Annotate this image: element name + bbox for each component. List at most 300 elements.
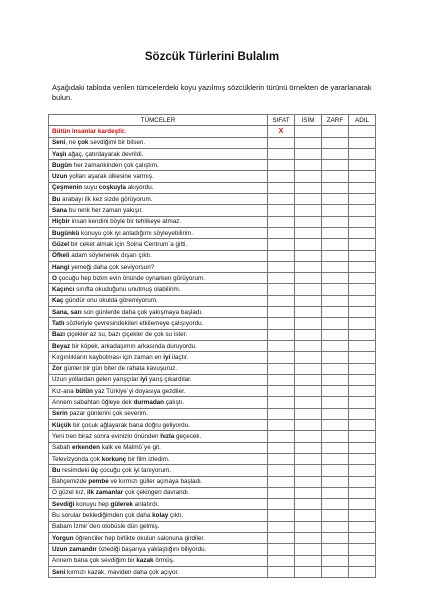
pronoun-answer-cell[interactable]: [349, 227, 376, 238]
example-adjective-cell: [268, 126, 295, 137]
adverb-answer-cell[interactable]: [322, 453, 349, 464]
sentence-cell: [49, 499, 268, 510]
adverb-answer-cell[interactable]: [322, 431, 349, 442]
table-row: [49, 137, 376, 148]
noun-answer-cell[interactable]: [295, 544, 322, 555]
target-word: Bu: [52, 195, 61, 203]
sentence-text: çiçekler az su, bazı çiçekler de çok su ister.: [64, 331, 188, 339]
pronoun-answer-cell[interactable]: [349, 487, 376, 498]
example-noun-cell: [295, 126, 322, 137]
adjective-answer-cell[interactable]: [268, 307, 295, 318]
sentence-cell: [49, 420, 268, 431]
sentence-cell: [49, 182, 268, 193]
sentence-text: yemeği daha çok seviyorsun?: [69, 263, 155, 271]
adjective-answer-cell[interactable]: [268, 476, 295, 487]
adjective-answer-cell[interactable]: [268, 510, 295, 521]
sentence-text: çok çekingen davrandı.: [123, 489, 190, 497]
sentence-cell: [49, 137, 268, 148]
sentence-cell: [49, 160, 268, 171]
target-word: ilk zamanlar: [87, 489, 124, 497]
adjective-answer-cell[interactable]: [268, 363, 295, 374]
target-word: Tatlı: [52, 319, 65, 327]
pronoun-answer-cell[interactable]: [349, 194, 376, 205]
noun-answer-cell[interactable]: [295, 555, 322, 566]
adjective-answer-cell[interactable]: [268, 284, 295, 295]
table-row: [49, 532, 376, 543]
adverb-answer-cell[interactable]: [322, 137, 349, 148]
adverb-answer-cell[interactable]: [322, 160, 349, 171]
pronoun-answer-cell[interactable]: [349, 284, 376, 295]
pronoun-answer-cell[interactable]: [349, 521, 376, 532]
table-row: [49, 476, 376, 487]
pronoun-answer-cell[interactable]: [349, 363, 376, 374]
noun-answer-cell[interactable]: [295, 295, 322, 306]
pronoun-answer-cell[interactable]: [349, 386, 376, 397]
sentence-cell: [49, 453, 268, 464]
sentence-text: kırmızı kazak, maviden daha çok açıyor.: [65, 568, 180, 576]
pronoun-answer-cell[interactable]: [349, 171, 376, 182]
sentence-text: Annem bana çok sevdiğim bir: [52, 557, 137, 565]
pronoun-answer-cell[interactable]: [349, 329, 376, 340]
noun-answer-cell[interactable]: [295, 137, 322, 148]
noun-answer-cell[interactable]: [295, 566, 322, 577]
target-word: Güzel: [52, 240, 70, 248]
sentence-cell: [49, 318, 268, 329]
adjective-answer-cell[interactable]: [268, 555, 295, 566]
noun-answer-cell[interactable]: [295, 487, 322, 498]
adverb-answer-cell[interactable]: [322, 171, 349, 182]
pronoun-answer-cell[interactable]: [349, 374, 376, 385]
table-row: [49, 295, 376, 306]
sentence-text: bir çocuk ağlayarak bana doğru geliyordu.: [71, 421, 190, 429]
noun-answer-cell[interactable]: [295, 284, 322, 295]
table-row: [49, 216, 376, 227]
target-word: kazak: [136, 557, 154, 565]
table-row: [49, 453, 376, 464]
target-word: Sevdiği: [52, 500, 75, 508]
table-row: [49, 284, 376, 295]
adverb-answer-cell[interactable]: [322, 420, 349, 431]
target-word: O: [52, 274, 57, 282]
table-row: [49, 386, 376, 397]
adverb-answer-cell[interactable]: [322, 510, 349, 521]
sentence-cell: [49, 148, 268, 159]
table-row: [49, 329, 376, 340]
noun-answer-cell[interactable]: [295, 420, 322, 431]
noun-answer-cell[interactable]: [295, 318, 322, 329]
table-row: [49, 171, 376, 182]
sentence-cell: [49, 374, 268, 385]
adjective-answer-cell[interactable]: [268, 273, 295, 284]
adverb-answer-cell[interactable]: [322, 329, 349, 340]
pronoun-answer-cell[interactable]: [349, 352, 376, 363]
sentence-text: bir köpek, arkadaşımın arkasında duruyordu.: [70, 342, 197, 350]
adverb-answer-cell[interactable]: [322, 307, 349, 318]
sentence-text: anlatırdı.: [132, 500, 160, 508]
noun-answer-cell[interactable]: [295, 194, 322, 205]
adjective-answer-cell[interactable]: [268, 239, 295, 250]
adjective-answer-cell[interactable]: [268, 205, 295, 216]
sentence-text: ve kırmızı güller açmaya başladı.: [108, 478, 203, 486]
sentence-text: insan kendini böyle bir tehlikeye atmaz.: [69, 218, 182, 226]
adverb-answer-cell[interactable]: [322, 566, 349, 577]
sentence-cell: [49, 194, 268, 205]
adverb-answer-cell[interactable]: [322, 194, 349, 205]
noun-answer-cell[interactable]: [295, 216, 322, 227]
target-word: çok: [77, 139, 89, 147]
header-pronoun: ADIL: [349, 115, 376, 126]
adjective-answer-cell[interactable]: [268, 216, 295, 227]
sentence-cell: [49, 521, 268, 532]
adverb-answer-cell[interactable]: [322, 318, 349, 329]
target-word: üç: [90, 466, 99, 474]
sentence-text: Televizyonda çok: [52, 455, 102, 463]
table-row: [49, 465, 376, 476]
noun-answer-cell[interactable]: [295, 442, 322, 453]
pronoun-answer-cell[interactable]: [349, 555, 376, 566]
sentence-cell: [49, 408, 268, 419]
sentence-text: geçecek.: [174, 432, 202, 440]
table-row: [49, 408, 376, 419]
table-row: [49, 205, 376, 216]
target-word: korkunç: [101, 455, 127, 463]
sentence-cell: [49, 566, 268, 577]
table-row: [49, 544, 376, 555]
pronoun-answer-cell[interactable]: [349, 544, 376, 555]
sentence-text: sınıfta okuduğunu unutmuş olabilirim.: [74, 286, 181, 294]
adjective-answer-cell[interactable]: [268, 182, 295, 193]
target-word: Seni: [52, 568, 66, 576]
adverb-answer-cell[interactable]: [322, 261, 349, 272]
adverb-answer-cell[interactable]: [322, 284, 349, 295]
pronoun-answer-cell[interactable]: [349, 340, 376, 351]
table-row: [49, 431, 376, 442]
sentence-text: Kırgınlıkların kaybolması için zaman en: [52, 353, 164, 361]
target-word: Bazı: [52, 331, 65, 339]
word-type-table: [48, 114, 376, 578]
adverb-answer-cell[interactable]: [322, 521, 349, 532]
noun-answer-cell[interactable]: [295, 408, 322, 419]
sentence-text: günler bir gün biter de rahata kavuşuruz.: [62, 365, 177, 373]
pronoun-answer-cell[interactable]: [349, 408, 376, 419]
sentence-text: resimdeki: [60, 466, 91, 474]
noun-answer-cell[interactable]: [295, 182, 322, 193]
sentence-cell: [49, 227, 268, 238]
adjective-answer-cell[interactable]: [268, 408, 295, 419]
pronoun-answer-cell[interactable]: [349, 442, 376, 453]
adverb-answer-cell[interactable]: [322, 487, 349, 498]
sentence-text: adam söylenerek dışarı çıktı.: [69, 252, 152, 260]
noun-answer-cell[interactable]: [295, 227, 322, 238]
adverb-answer-cell[interactable]: [322, 216, 349, 227]
adverb-answer-cell[interactable]: [322, 386, 349, 397]
pronoun-answer-cell[interactable]: [349, 532, 376, 543]
pronoun-answer-cell[interactable]: [349, 476, 376, 487]
sentence-cell: [49, 397, 268, 408]
adverb-answer-cell[interactable]: [322, 250, 349, 261]
pronoun-answer-cell[interactable]: [349, 307, 376, 318]
pronoun-answer-cell[interactable]: [349, 465, 376, 476]
noun-answer-cell[interactable]: [295, 261, 322, 272]
adjective-answer-cell[interactable]: [268, 137, 295, 148]
sentence-cell: [49, 295, 268, 306]
adjective-answer-cell[interactable]: [268, 431, 295, 442]
table-row: [49, 442, 376, 453]
adjective-answer-cell[interactable]: [268, 566, 295, 577]
table-row: [49, 420, 376, 431]
adverb-answer-cell[interactable]: [322, 442, 349, 453]
sentence-text: Annem sabahtan öğleye dek: [52, 399, 134, 407]
adjective-answer-cell[interactable]: [268, 194, 295, 205]
adverb-answer-cell[interactable]: [322, 295, 349, 306]
sentence-cell: [49, 171, 268, 182]
sentence-text: kalk ve Malmö´ye git.: [99, 444, 161, 452]
adjective-answer-cell[interactable]: [268, 499, 295, 510]
adjective-answer-cell[interactable]: [268, 544, 295, 555]
sentence-cell: [49, 340, 268, 351]
target-word: Uzun zamandır: [52, 545, 97, 553]
adverb-answer-cell[interactable]: [322, 340, 349, 351]
sentence-text: öğrenciler hep birlikte okulun salonuna girdiler.: [73, 534, 205, 542]
sentence-cell: [49, 307, 268, 318]
sentence-cell: [49, 205, 268, 216]
noun-answer-cell[interactable]: [295, 171, 322, 182]
target-word: Serin: [52, 410, 68, 418]
target-word: Seni: [52, 139, 66, 147]
adjective-answer-cell[interactable]: [268, 420, 295, 431]
noun-answer-cell[interactable]: [295, 532, 322, 543]
sentence-text: bu renk her zaman yakışır.: [67, 207, 144, 215]
pronoun-answer-cell[interactable]: [349, 273, 376, 284]
pronoun-answer-cell[interactable]: [349, 182, 376, 193]
header-noun: İSİM: [295, 115, 322, 126]
pronoun-answer-cell[interactable]: [349, 397, 376, 408]
adjective-answer-cell[interactable]: [268, 532, 295, 543]
noun-answer-cell[interactable]: [295, 465, 322, 476]
adverb-answer-cell[interactable]: [322, 374, 349, 385]
adverb-answer-cell[interactable]: [322, 499, 349, 510]
target-word: kolay: [152, 512, 169, 520]
sentence-text: bir film izledim.: [126, 455, 170, 463]
target-word: iyi: [163, 353, 171, 361]
table-row: [49, 307, 376, 318]
adverb-answer-cell[interactable]: [322, 148, 349, 159]
target-word: Beyaz: [52, 342, 71, 350]
target-word: Çeşmenin: [52, 184, 83, 192]
pronoun-answer-cell[interactable]: [349, 420, 376, 431]
pronoun-answer-cell[interactable]: [349, 205, 376, 216]
sentence-text: Yeni tren biraz sonra evinizin önünden: [52, 432, 161, 440]
sentence-text: Sabah: [52, 444, 72, 452]
sentence-text: Babam İzmir´den otobüsle dün gelmiş.: [52, 523, 160, 531]
adjective-answer-cell[interactable]: [268, 352, 295, 363]
target-word: erkenden: [71, 444, 100, 452]
target-word: hızla: [160, 432, 175, 440]
adjective-answer-cell[interactable]: [268, 329, 295, 340]
noun-answer-cell[interactable]: [295, 239, 322, 250]
noun-answer-cell[interactable]: [295, 397, 322, 408]
sentence-text: bir ceket almak için Solna Centrum´a gitti.: [69, 240, 188, 248]
adjective-answer-cell[interactable]: [268, 148, 295, 159]
table-row: [49, 499, 376, 510]
adjective-answer-cell[interactable]: [268, 227, 295, 238]
sentence-text: sevdiğimi bir bilsen.: [88, 139, 146, 147]
adjective-answer-cell[interactable]: [268, 465, 295, 476]
sentence-text: özlediği başarıya yaklaştığını biliyordu.: [96, 545, 207, 553]
sentence-cell: [49, 329, 268, 340]
adjective-answer-cell[interactable]: [268, 374, 295, 385]
noun-answer-cell[interactable]: [295, 363, 322, 374]
table-row: [49, 318, 376, 329]
sentence-cell: [49, 465, 268, 476]
pronoun-answer-cell[interactable]: [349, 148, 376, 159]
example-x-mark: X: [278, 127, 284, 135]
target-word: Bugün: [52, 161, 72, 169]
table-row: [49, 397, 376, 408]
sentence-text: ağaç, çatırdayarak devrildi.: [66, 150, 144, 158]
sentence-cell: [49, 284, 268, 295]
table-row: [49, 510, 376, 521]
pronoun-answer-cell[interactable]: [349, 431, 376, 442]
pronoun-answer-cell[interactable]: [349, 318, 376, 329]
sentence-cell: [49, 532, 268, 543]
adjective-answer-cell[interactable]: [268, 160, 295, 171]
noun-answer-cell[interactable]: [295, 453, 322, 464]
noun-answer-cell[interactable]: [295, 273, 322, 284]
table-row: [49, 227, 376, 238]
header-adverb: ZARF: [322, 115, 349, 126]
noun-answer-cell[interactable]: [295, 476, 322, 487]
adverb-answer-cell[interactable]: [322, 544, 349, 555]
table-row: [49, 239, 376, 250]
adverb-answer-cell[interactable]: [322, 476, 349, 487]
adjective-answer-cell[interactable]: [268, 386, 295, 397]
sentence-text: , ne: [65, 139, 78, 147]
target-word: Uzun: [52, 173, 68, 181]
sentence-text: her zamankinden çok çalıştım.: [71, 161, 159, 169]
noun-answer-cell[interactable]: [295, 205, 322, 216]
sentence-text: arabayı ilk kez sizde görüyorum.: [60, 195, 153, 203]
pronoun-answer-cell[interactable]: [349, 510, 376, 521]
noun-answer-cell[interactable]: [295, 510, 322, 521]
adverb-answer-cell[interactable]: [322, 363, 349, 374]
pronoun-answer-cell[interactable]: [349, 137, 376, 148]
noun-answer-cell[interactable]: [295, 352, 322, 363]
table-row: [49, 273, 376, 284]
pronoun-answer-cell[interactable]: [349, 250, 376, 261]
target-word: Hangi: [52, 263, 70, 271]
noun-answer-cell[interactable]: [295, 329, 322, 340]
adjective-answer-cell[interactable]: [268, 340, 295, 351]
adverb-answer-cell[interactable]: [322, 227, 349, 238]
pronoun-answer-cell[interactable]: [349, 261, 376, 272]
adjective-answer-cell[interactable]: [268, 487, 295, 498]
sentence-text: örmüş.: [153, 557, 175, 565]
table-row: [49, 340, 376, 351]
sentence-text: son günlerde daha çok yakışmaya başladı.: [81, 308, 203, 316]
pronoun-answer-cell[interactable]: [349, 239, 376, 250]
sentence-cell: [49, 487, 268, 498]
instructions-text: Aşağıdaki tabloda verilen tümcelerdeki koyu yazılmış sözcüklerin türünü örnekten de yararlanarak bulun.: [52, 83, 372, 102]
sentence-cell: [49, 386, 268, 397]
pronoun-answer-cell[interactable]: [349, 499, 376, 510]
noun-answer-cell[interactable]: [295, 386, 322, 397]
adverb-answer-cell[interactable]: [322, 465, 349, 476]
noun-answer-cell[interactable]: [295, 431, 322, 442]
sentence-text: sözleriyle çevresindekileri etkilemeye çalışıyordu.: [64, 319, 204, 327]
adjective-answer-cell[interactable]: [268, 453, 295, 464]
adjective-answer-cell[interactable]: [268, 250, 295, 261]
sentence-cell: [49, 352, 268, 363]
adverb-answer-cell[interactable]: [322, 555, 349, 566]
noun-answer-cell[interactable]: [295, 307, 322, 318]
adverb-answer-cell[interactable]: [322, 532, 349, 543]
table-row: [49, 261, 376, 272]
sentence-text: pazar günlerini çok severim.: [67, 410, 148, 418]
sentence-text: Bu sorular beklediğimden çok daha: [52, 512, 153, 520]
adverb-answer-cell[interactable]: [322, 408, 349, 419]
target-word: Küçük: [52, 421, 72, 429]
pronoun-answer-cell[interactable]: [349, 566, 376, 577]
noun-answer-cell[interactable]: [295, 160, 322, 171]
noun-answer-cell[interactable]: [295, 148, 322, 159]
table-row: [49, 363, 376, 374]
adjective-answer-cell[interactable]: [268, 442, 295, 453]
adjective-answer-cell[interactable]: [268, 295, 295, 306]
pronoun-answer-cell[interactable]: [349, 160, 376, 171]
table-header-row: [49, 115, 376, 126]
adverb-answer-cell[interactable]: [322, 239, 349, 250]
adverb-answer-cell[interactable]: [322, 273, 349, 284]
sentence-text: ilaçtır.: [170, 353, 189, 361]
pronoun-answer-cell[interactable]: [349, 216, 376, 227]
sentence-cell: [49, 239, 268, 250]
pronoun-answer-cell[interactable]: [349, 295, 376, 306]
adverb-answer-cell[interactable]: [322, 182, 349, 193]
example-adverb-cell: [322, 126, 349, 137]
adverb-answer-cell[interactable]: [322, 205, 349, 216]
noun-answer-cell[interactable]: [295, 521, 322, 532]
sentence-cell: [49, 250, 268, 261]
adverb-answer-cell[interactable]: [322, 352, 349, 363]
target-word: Bugünkü: [52, 229, 80, 237]
adjective-answer-cell[interactable]: [268, 318, 295, 329]
noun-answer-cell[interactable]: [295, 374, 322, 385]
adverb-answer-cell[interactable]: [322, 397, 349, 408]
sentence-cell: [49, 261, 268, 272]
target-word: Zor: [52, 365, 63, 373]
sentence-text: yarış çıkardılar.: [147, 376, 192, 384]
table-row: [49, 160, 376, 171]
adjective-answer-cell[interactable]: [268, 261, 295, 272]
adjective-answer-cell[interactable]: [268, 171, 295, 182]
pronoun-answer-cell[interactable]: [349, 453, 376, 464]
adjective-answer-cell[interactable]: [268, 521, 295, 532]
noun-answer-cell[interactable]: [295, 340, 322, 351]
noun-answer-cell[interactable]: [295, 250, 322, 261]
sentence-text: Uzun yollardan gelen yarışçılar: [52, 376, 141, 384]
target-word: iyi: [140, 376, 148, 384]
sentence-text: yolları aşarak ülkesine varmış.: [67, 173, 154, 181]
sentence-text: yaz Türkiye´yi doyasıya gezdiler.: [92, 387, 186, 395]
header-sentences: TÜMCELER: [49, 115, 268, 126]
table-row: [49, 566, 376, 577]
sentence-cell: [49, 555, 268, 566]
adjective-answer-cell[interactable]: [268, 397, 295, 408]
target-word: Sana: [52, 207, 68, 215]
noun-answer-cell[interactable]: [295, 499, 322, 510]
sentence-cell: [49, 510, 268, 521]
